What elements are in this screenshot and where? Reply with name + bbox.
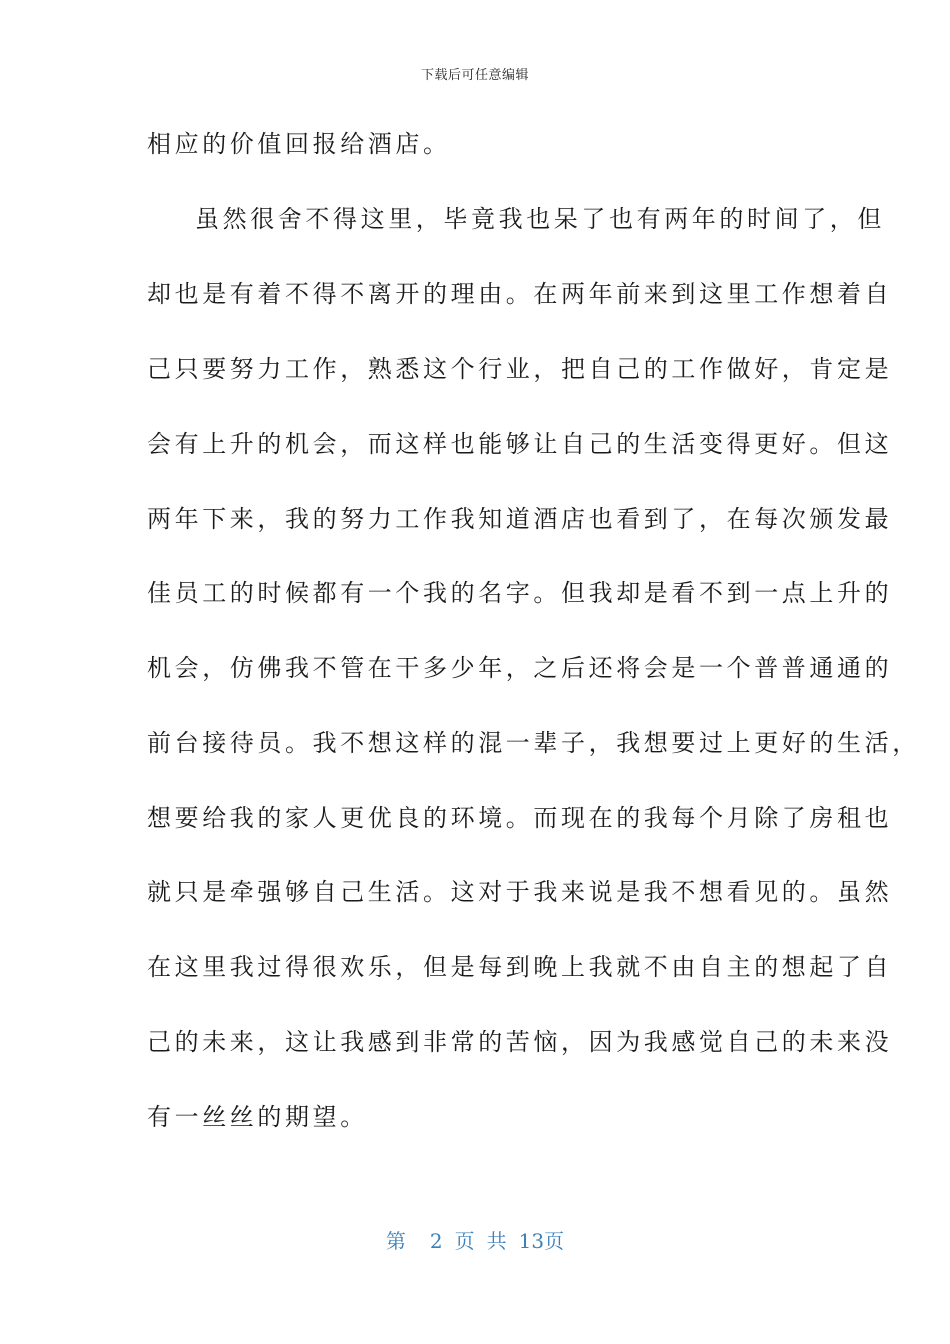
footer-ye: 页	[454, 1229, 475, 1253]
footer-di: 第	[385, 1229, 406, 1253]
paragraph-line: 会有上升的机会，而这样也能够让自己的生活变得更好。但这	[147, 430, 893, 458]
paragraph-line: 想要给我的家人更优良的环境。而现在的我每个月除了房租也	[147, 804, 893, 832]
paragraph-line: 前台接待员。我不想这样的混一辈子，我想要过上更好的生活，	[147, 729, 920, 757]
total-page-number: 13	[518, 1229, 545, 1253]
footer-gong: 共	[486, 1229, 507, 1253]
paragraph-line: 两年下来，我的努力工作我知道酒店也看到了，在每次颁发最	[147, 505, 893, 533]
paragraph-line: 虽然很舍不得这里，毕竟我也呆了也有两年的时间了，但	[195, 205, 885, 233]
page-header-note: 下载后可任意编辑	[420, 68, 529, 83]
paragraph-line: 己只要努力工作，熟悉这个行业，把自己的工作做好，肯定是	[147, 355, 893, 383]
paragraph-line: 机会，仿佛我不管在干多少年，之后还将会是一个普普通通的	[147, 654, 893, 682]
paragraph-line: 有一丝丝的期望。	[147, 1103, 368, 1131]
paragraph-line: 就只是牵强够自己生活。这对于我来说是我不想看见的。虽然	[147, 878, 893, 906]
paragraph-line: 在这里我过得很欢乐，但是每到晚上我就不由自主的想起了自	[147, 953, 893, 981]
current-page-number: 2	[429, 1229, 443, 1253]
page-number-footer	[0, 1225, 950, 1254]
paragraph-line: 佳员工的时候都有一个我的名字。但我却是看不到一点上升的	[147, 579, 893, 607]
footer-ye-2: 页	[544, 1229, 565, 1253]
paragraph-line: 却也是有着不得不离开的理由。在两年前来到这里工作想着自	[147, 280, 893, 308]
paragraph-line: 相应的价值回报给酒店。	[147, 130, 451, 158]
paragraph-line: 己的未来，这让我感到非常的苦恼，因为我感觉自己的未来没	[147, 1028, 893, 1056]
